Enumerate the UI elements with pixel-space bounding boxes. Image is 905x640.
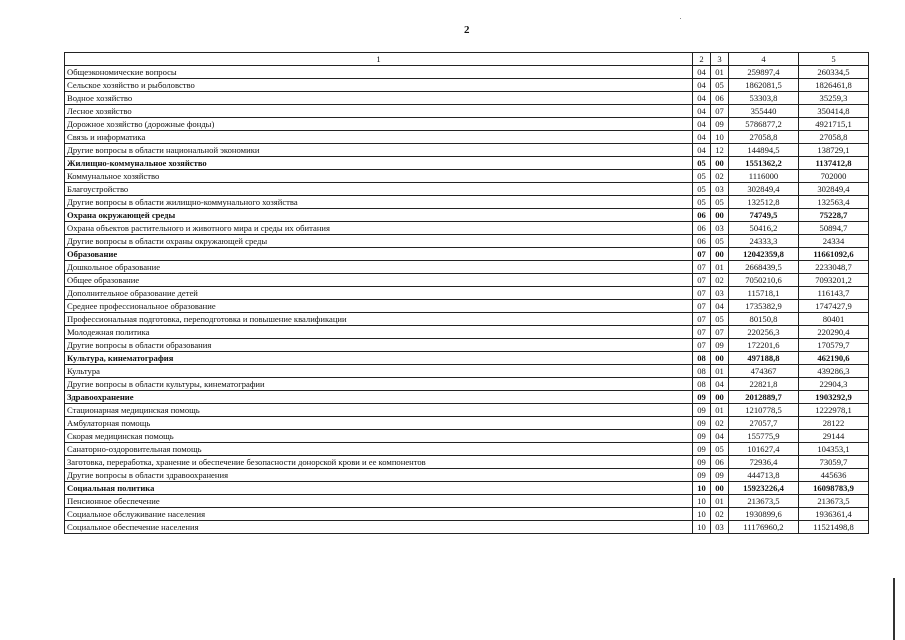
row-section-cell: 07 xyxy=(693,274,711,287)
table-row xyxy=(65,365,869,378)
row-section-cell: 08 xyxy=(693,365,711,378)
row-section-cell: 04 xyxy=(693,92,711,105)
table-row xyxy=(65,417,869,430)
row-amount-1-cell: 144894,5 xyxy=(729,144,799,157)
row-subsection-cell: 00 xyxy=(711,482,729,495)
table-row xyxy=(65,456,869,469)
table-row xyxy=(65,313,869,326)
row-amount-1-cell: 50416,2 xyxy=(729,222,799,235)
row-name-cell: Охрана объектов растительного и животного мира и среды их обитания xyxy=(65,222,693,235)
row-amount-1-cell: 132512,8 xyxy=(729,196,799,209)
table-row xyxy=(65,209,869,222)
row-name-cell: Культура xyxy=(65,365,693,378)
row-amount-1-cell: 12042359,8 xyxy=(729,248,799,261)
row-amount-2-cell: 1903292,9 xyxy=(799,391,869,404)
row-amount-1-cell: 101627,4 xyxy=(729,443,799,456)
row-amount-2-cell: 170579,7 xyxy=(799,339,869,352)
row-subsection-cell: 06 xyxy=(711,92,729,105)
row-name-cell: Стационарная медицинская помощь xyxy=(65,404,693,417)
row-section-cell: 07 xyxy=(693,326,711,339)
row-name-cell: Общее образование xyxy=(65,274,693,287)
row-amount-1-cell: 27058,8 xyxy=(729,131,799,144)
row-amount-1-cell: 1116000 xyxy=(729,170,799,183)
row-amount-2-cell: 1137412,8 xyxy=(799,157,869,170)
row-amount-1-cell: 1551362,2 xyxy=(729,157,799,170)
row-amount-2-cell: 80401 xyxy=(799,313,869,326)
table-row xyxy=(65,339,869,352)
row-subsection-cell: 03 xyxy=(711,222,729,235)
row-amount-1-cell: 2668439,5 xyxy=(729,261,799,274)
row-name-cell: Другие вопросы в области культуры, кинематографии xyxy=(65,378,693,391)
row-subsection-cell: 07 xyxy=(711,326,729,339)
row-name-cell: Пенсионное обеспечение xyxy=(65,495,693,508)
row-name-cell: Культура, кинематография xyxy=(65,352,693,365)
row-name-cell: Скорая медицинская помощь xyxy=(65,430,693,443)
row-subsection-cell: 00 xyxy=(711,352,729,365)
table-row xyxy=(65,157,869,170)
row-section-cell: 07 xyxy=(693,300,711,313)
row-subsection-cell: 02 xyxy=(711,508,729,521)
row-amount-1-cell: 53303,8 xyxy=(729,92,799,105)
row-amount-2-cell: 7093201,2 xyxy=(799,274,869,287)
row-section-cell: 07 xyxy=(693,313,711,326)
row-amount-1-cell: 172201,6 xyxy=(729,339,799,352)
table-row xyxy=(65,378,869,391)
table-row xyxy=(65,131,869,144)
row-amount-2-cell: 35259,3 xyxy=(799,92,869,105)
table-row xyxy=(65,105,869,118)
row-subsection-cell: 02 xyxy=(711,274,729,287)
row-subsection-cell: 02 xyxy=(711,170,729,183)
row-name-cell: Водное хозяйство xyxy=(65,92,693,105)
row-amount-2-cell: 16098783,9 xyxy=(799,482,869,495)
row-amount-2-cell: 702000 xyxy=(799,170,869,183)
row-amount-2-cell: 439286,3 xyxy=(799,365,869,378)
row-subsection-cell: 03 xyxy=(711,287,729,300)
row-section-cell: 09 xyxy=(693,456,711,469)
table-row xyxy=(65,495,869,508)
row-amount-1-cell: 74749,5 xyxy=(729,209,799,222)
table-row xyxy=(65,326,869,339)
row-name-cell: Другие вопросы в области образования xyxy=(65,339,693,352)
row-subsection-cell: 05 xyxy=(711,443,729,456)
table-row xyxy=(65,144,869,157)
row-amount-2-cell: 104353,1 xyxy=(799,443,869,456)
row-amount-2-cell: 445636 xyxy=(799,469,869,482)
header-col-amount-2: 5 xyxy=(799,53,869,66)
row-amount-2-cell: 75228,7 xyxy=(799,209,869,222)
row-section-cell: 04 xyxy=(693,118,711,131)
row-amount-1-cell: 115718,1 xyxy=(729,287,799,300)
row-amount-1-cell: 27057,7 xyxy=(729,417,799,430)
row-amount-2-cell: 260334,5 xyxy=(799,66,869,79)
row-name-cell: Охрана окружающей среды xyxy=(65,209,693,222)
table-row xyxy=(65,287,869,300)
row-section-cell: 06 xyxy=(693,209,711,222)
row-section-cell: 04 xyxy=(693,105,711,118)
row-section-cell: 05 xyxy=(693,183,711,196)
row-subsection-cell: 10 xyxy=(711,131,729,144)
row-subsection-cell: 12 xyxy=(711,144,729,157)
row-section-cell: 06 xyxy=(693,222,711,235)
row-name-cell: Связь и информатика xyxy=(65,131,693,144)
row-amount-1-cell: 259897,4 xyxy=(729,66,799,79)
table-row xyxy=(65,196,869,209)
row-name-cell: Амбулаторная помощь xyxy=(65,417,693,430)
page-number: 2 xyxy=(464,24,470,36)
row-section-cell: 09 xyxy=(693,417,711,430)
table-row xyxy=(65,222,869,235)
row-amount-1-cell: 1735382,9 xyxy=(729,300,799,313)
row-name-cell: Социальное обслуживание населения xyxy=(65,508,693,521)
row-subsection-cell: 05 xyxy=(711,196,729,209)
row-amount-2-cell: 1747427,9 xyxy=(799,300,869,313)
table-row xyxy=(65,92,869,105)
row-name-cell: Образование xyxy=(65,248,693,261)
row-amount-2-cell: 116143,7 xyxy=(799,287,869,300)
row-amount-2-cell: 27058,8 xyxy=(799,131,869,144)
table-row xyxy=(65,248,869,261)
row-section-cell: 07 xyxy=(693,287,711,300)
row-subsection-cell: 06 xyxy=(711,456,729,469)
row-amount-2-cell: 2233048,7 xyxy=(799,261,869,274)
row-section-cell: 05 xyxy=(693,196,711,209)
row-amount-1-cell: 11176960,2 xyxy=(729,521,799,534)
row-section-cell: 09 xyxy=(693,391,711,404)
row-name-cell: Другие вопросы в области охраны окружающей среды xyxy=(65,235,693,248)
row-amount-2-cell: 28122 xyxy=(799,417,869,430)
table-header-row xyxy=(65,53,869,66)
row-subsection-cell: 01 xyxy=(711,495,729,508)
row-amount-2-cell: 29144 xyxy=(799,430,869,443)
row-subsection-cell: 04 xyxy=(711,300,729,313)
row-name-cell: Дополнительное образование детей xyxy=(65,287,693,300)
row-subsection-cell: 03 xyxy=(711,521,729,534)
row-subsection-cell: 00 xyxy=(711,391,729,404)
row-amount-2-cell: 73059,7 xyxy=(799,456,869,469)
row-amount-1-cell: 15923226,4 xyxy=(729,482,799,495)
row-amount-1-cell: 497188,8 xyxy=(729,352,799,365)
row-section-cell: 06 xyxy=(693,235,711,248)
row-amount-1-cell: 1930899,6 xyxy=(729,508,799,521)
row-name-cell: Профессиональная подготовка, переподготовка и повышение квалификации xyxy=(65,313,693,326)
row-name-cell: Дорожное хозяйство (дорожные фонды) xyxy=(65,118,693,131)
row-section-cell: 10 xyxy=(693,521,711,534)
row-subsection-cell: 00 xyxy=(711,248,729,261)
row-section-cell: 10 xyxy=(693,508,711,521)
row-section-cell: 09 xyxy=(693,469,711,482)
row-section-cell: 10 xyxy=(693,482,711,495)
table-row xyxy=(65,274,869,287)
row-section-cell: 05 xyxy=(693,157,711,170)
row-amount-1-cell: 155775,9 xyxy=(729,430,799,443)
row-subsection-cell: 01 xyxy=(711,66,729,79)
row-section-cell: 09 xyxy=(693,443,711,456)
row-subsection-cell: 04 xyxy=(711,430,729,443)
row-amount-2-cell: 11521498,8 xyxy=(799,521,869,534)
row-amount-2-cell: 22904,3 xyxy=(799,378,869,391)
row-subsection-cell: 05 xyxy=(711,235,729,248)
row-subsection-cell: 09 xyxy=(711,469,729,482)
header-col-section: 2 xyxy=(693,53,711,66)
row-amount-2-cell: 1936361,4 xyxy=(799,508,869,521)
row-name-cell: Дошкольное образование xyxy=(65,261,693,274)
table-row xyxy=(65,404,869,417)
table-row xyxy=(65,443,869,456)
table-row xyxy=(65,235,869,248)
table-row xyxy=(65,430,869,443)
row-amount-2-cell: 220290,4 xyxy=(799,326,869,339)
row-name-cell: Другие вопросы в области жилищно-коммунального хозяйства xyxy=(65,196,693,209)
table-body xyxy=(65,66,869,534)
row-subsection-cell: 07 xyxy=(711,105,729,118)
header-col-subsection: 3 xyxy=(711,53,729,66)
row-name-cell: Заготовка, переработка, хранение и обеспечение безопасности донорской крови и ее компонентов xyxy=(65,456,693,469)
row-subsection-cell: 04 xyxy=(711,378,729,391)
table-row xyxy=(65,118,869,131)
table-row xyxy=(65,508,869,521)
row-amount-1-cell: 7050210,6 xyxy=(729,274,799,287)
row-amount-1-cell: 80150,8 xyxy=(729,313,799,326)
row-amount-1-cell: 220256,3 xyxy=(729,326,799,339)
row-subsection-cell: 00 xyxy=(711,157,729,170)
row-subsection-cell: 00 xyxy=(711,209,729,222)
row-name-cell: Лесное хозяйство xyxy=(65,105,693,118)
budget-table xyxy=(64,52,869,534)
scan-edge-mark xyxy=(893,578,895,640)
row-section-cell: 04 xyxy=(693,144,711,157)
row-section-cell: 08 xyxy=(693,378,711,391)
row-amount-2-cell: 462190,6 xyxy=(799,352,869,365)
row-amount-2-cell: 11661092,6 xyxy=(799,248,869,261)
table-row xyxy=(65,66,869,79)
row-section-cell: 08 xyxy=(693,352,711,365)
row-amount-2-cell: 213673,5 xyxy=(799,495,869,508)
row-name-cell: Санаторно-оздоровительная помощь xyxy=(65,443,693,456)
header-col-name: 1 xyxy=(65,53,693,66)
row-amount-1-cell: 474367 xyxy=(729,365,799,378)
row-amount-2-cell: 24334 xyxy=(799,235,869,248)
row-amount-2-cell: 4921715,1 xyxy=(799,118,869,131)
table-row xyxy=(65,391,869,404)
row-amount-2-cell: 302849,4 xyxy=(799,183,869,196)
row-name-cell: Коммунальное хозяйство xyxy=(65,170,693,183)
row-subsection-cell: 09 xyxy=(711,339,729,352)
row-amount-2-cell: 132563,4 xyxy=(799,196,869,209)
row-amount-2-cell: 50894,7 xyxy=(799,222,869,235)
row-amount-2-cell: 1222978,1 xyxy=(799,404,869,417)
row-subsection-cell: 09 xyxy=(711,118,729,131)
row-section-cell: 09 xyxy=(693,430,711,443)
row-section-cell: 05 xyxy=(693,170,711,183)
row-section-cell: 10 xyxy=(693,495,711,508)
row-section-cell: 04 xyxy=(693,131,711,144)
row-name-cell: Другие вопросы в области здравоохранения xyxy=(65,469,693,482)
row-name-cell: Молодежная политика xyxy=(65,326,693,339)
row-subsection-cell: 01 xyxy=(711,261,729,274)
row-section-cell: 04 xyxy=(693,66,711,79)
table-row xyxy=(65,482,869,495)
row-section-cell: 07 xyxy=(693,248,711,261)
row-name-cell: Здравоохранение xyxy=(65,391,693,404)
header-col-amount-1: 4 xyxy=(729,53,799,66)
row-amount-1-cell: 1862081,5 xyxy=(729,79,799,92)
row-name-cell: Сельское хозяйство и рыболовство xyxy=(65,79,693,92)
row-section-cell: 07 xyxy=(693,261,711,274)
row-amount-1-cell: 302849,4 xyxy=(729,183,799,196)
row-name-cell: Социальная политика xyxy=(65,482,693,495)
row-amount-1-cell: 22821,8 xyxy=(729,378,799,391)
table-row xyxy=(65,183,869,196)
table-row xyxy=(65,261,869,274)
table-row xyxy=(65,79,869,92)
row-amount-1-cell: 1210778,5 xyxy=(729,404,799,417)
row-name-cell: Общеэкономические вопросы xyxy=(65,66,693,79)
row-name-cell: Среднее профессиональное образование xyxy=(65,300,693,313)
row-subsection-cell: 02 xyxy=(711,417,729,430)
row-section-cell: 07 xyxy=(693,339,711,352)
table-row xyxy=(65,352,869,365)
row-subsection-cell: 05 xyxy=(711,79,729,92)
row-name-cell: Жилищно-коммунальное хозяйство xyxy=(65,157,693,170)
row-section-cell: 04 xyxy=(693,79,711,92)
row-amount-2-cell: 138729,1 xyxy=(799,144,869,157)
table-row xyxy=(65,170,869,183)
row-amount-1-cell: 72936,4 xyxy=(729,456,799,469)
row-amount-1-cell: 444713,8 xyxy=(729,469,799,482)
row-name-cell: Социальное обеспечение населения xyxy=(65,521,693,534)
row-section-cell: 09 xyxy=(693,404,711,417)
table-row xyxy=(65,469,869,482)
row-amount-1-cell: 213673,5 xyxy=(729,495,799,508)
row-amount-1-cell: 5786877,2 xyxy=(729,118,799,131)
row-amount-1-cell: 24333,3 xyxy=(729,235,799,248)
row-subsection-cell: 05 xyxy=(711,313,729,326)
row-amount-1-cell: 2012889,7 xyxy=(729,391,799,404)
table-row xyxy=(65,521,869,534)
row-subsection-cell: 01 xyxy=(711,404,729,417)
row-subsection-cell: 01 xyxy=(711,365,729,378)
row-name-cell: Другие вопросы в области национальной экономики xyxy=(65,144,693,157)
table-row xyxy=(65,300,869,313)
row-subsection-cell: 03 xyxy=(711,183,729,196)
scan-speck xyxy=(680,18,681,19)
row-name-cell: Благоустройство xyxy=(65,183,693,196)
row-amount-1-cell: 355440 xyxy=(729,105,799,118)
row-amount-2-cell: 1826461,8 xyxy=(799,79,869,92)
row-amount-2-cell: 350414,8 xyxy=(799,105,869,118)
